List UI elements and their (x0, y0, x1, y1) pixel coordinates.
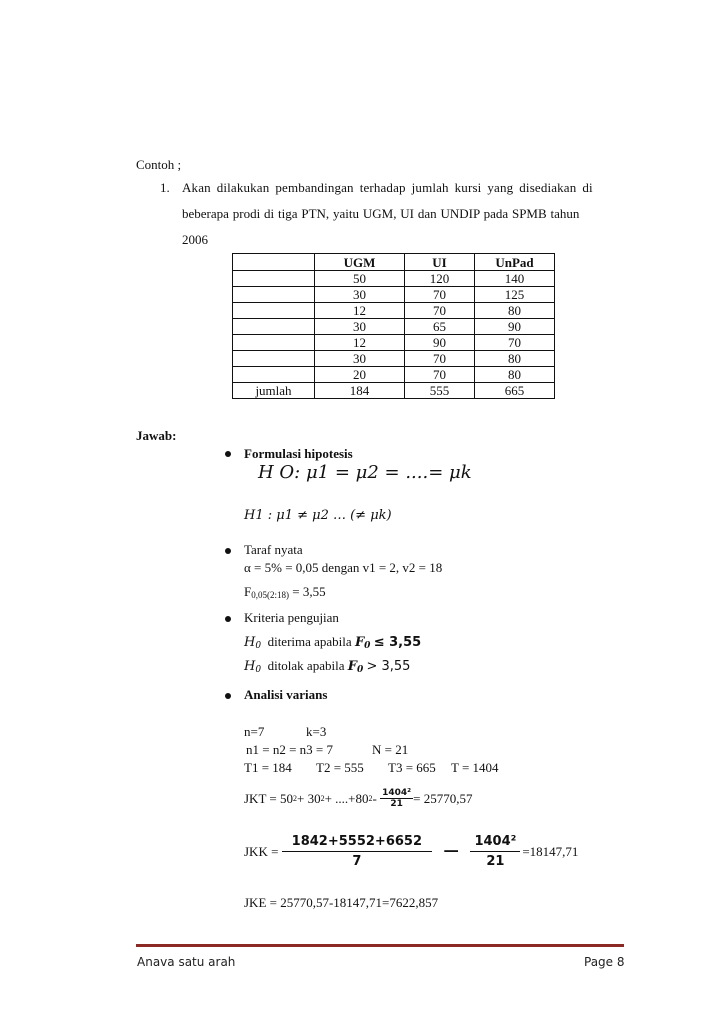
t1-value: T1 = 184 (244, 760, 292, 775)
t3-value: T3 = 665 (388, 760, 436, 775)
table-cell: 80 (475, 303, 555, 319)
h1-hypothesis: H1 : μ1 ≠ μ2 … (≠ μk) (244, 508, 392, 523)
table-row (233, 319, 555, 335)
h0-hypothesis: H O: μ1 = μ2 = ....= μk (258, 462, 472, 483)
footer-title: Anava satu arah (137, 955, 236, 969)
table-cell: 20 (315, 367, 405, 383)
k-value: k=3 (306, 724, 327, 739)
grand-total: T = 1404 (451, 760, 499, 775)
table-cell: 80 (475, 367, 555, 383)
jke-formula: JKE = 25770,57-18147,71=7622,857 (244, 895, 439, 910)
table-header-cell: UnPad (475, 254, 555, 271)
criteria-accept-line: $H_0$ diterima apabila $F_0 \le 3,55$ (244, 634, 422, 651)
table-cell: 90 (475, 319, 555, 335)
bullet-icon (225, 693, 231, 699)
jkt-result: = 25770,57 (413, 790, 473, 806)
alpha-line: α = 5% = 0,05 dengan v1 = 2, v2 = 18 (244, 560, 443, 575)
section-taraf-title: Taraf nyata (244, 542, 303, 557)
table-cell: 70 (475, 335, 555, 351)
table-cell: 80 (475, 351, 555, 367)
table-cell: 65 (405, 319, 475, 335)
jkt-prefix: JKT = 50 (244, 790, 293, 806)
table-header-cell: UI (405, 254, 475, 271)
table-cell: 12 (315, 303, 405, 319)
table-row (233, 287, 555, 303)
section-kriteria-title: Kriteria pengujian (244, 610, 339, 625)
bullet-icon (225, 451, 231, 457)
data-table (232, 253, 555, 399)
f-table-line (244, 584, 326, 600)
jkk-numerator-2: 1404² (470, 834, 520, 852)
criteria-accept-text: diterima apabila (267, 634, 352, 649)
intro-line-1: Akan dilakukan pembandingan terhadap jumlah kursi yang disediakan di (182, 180, 593, 195)
jkk-fraction-2 (470, 834, 520, 869)
table-row (233, 351, 555, 367)
page-number: Page 8 (584, 955, 625, 969)
table-cell: 140 (475, 271, 555, 287)
jkk-denominator-2: 21 (486, 854, 505, 869)
total-n: N = 21 (372, 742, 409, 757)
f-label: F (244, 584, 252, 599)
table-cell: 50 (315, 271, 405, 287)
table-cell (233, 335, 315, 351)
answer-label: Jawab: (136, 428, 177, 443)
item-number: 1. (160, 180, 170, 195)
intro-line-2: beberapa prodi di tiga PTN, yaitu UGM, UI dan UNDIP pada SPMB tahun (182, 206, 580, 221)
jkt-formula: JKT = 50 2 + 30 2 + ....+80 2 - $\frac{\text{1404²}}{21}$ = 25770,57 (244, 788, 473, 809)
jkt-mid-2: + ....+80 (324, 790, 369, 806)
table-cell: 184 (315, 383, 405, 399)
table-cell: 70 (405, 351, 475, 367)
jkt-numerator: 1404² (382, 788, 412, 798)
criteria-reject-text: ditolak apabila (267, 658, 345, 673)
table-cell (233, 319, 315, 335)
intro-line-3: 2006 (182, 232, 208, 247)
f-value: = 3,55 (288, 584, 326, 599)
t2-value: T2 = 555 (316, 760, 364, 775)
table-row (233, 303, 555, 319)
f-subscript: 0,05(2:18) (251, 590, 289, 600)
table-header-cell: UGM (315, 254, 405, 271)
jkk-formula (244, 834, 578, 869)
jkk-numerator-1: 1842+5552+6652 (282, 834, 432, 852)
jkt-denominator: 21 (390, 799, 403, 809)
criteria-reject-condition: > 3,55 (366, 659, 411, 674)
table-cell (233, 271, 315, 287)
jkt-mid-1: + 30 (297, 790, 321, 806)
table-cell: 90 (405, 335, 475, 351)
jkk-minus: − (442, 839, 461, 864)
table-cell: 30 (315, 351, 405, 367)
table-cell: 70 (405, 303, 475, 319)
table-cell: 12 (315, 335, 405, 351)
jkk-result: =18147,71 (522, 843, 579, 859)
table-cell: 30 (315, 319, 405, 335)
table-cell: 125 (475, 287, 555, 303)
table-header-cell (233, 254, 315, 271)
table-cell (233, 351, 315, 367)
jkk-prefix: JKK = (244, 843, 279, 859)
table-cell (233, 287, 315, 303)
footer-divider (136, 944, 624, 947)
table-cell: 665 (475, 383, 555, 399)
n-value: n=7 (244, 724, 265, 739)
bullet-icon (225, 548, 231, 554)
table-cell: 70 (405, 287, 475, 303)
table-cell: jumlah (233, 383, 315, 399)
jkk-denominator-1: 7 (352, 854, 362, 869)
section-analisi-title: Analisi varians (244, 687, 328, 702)
criteria-reject-line: $H_0$ ditolak apabila $F_0 > 3,55$ (244, 658, 411, 675)
group-sizes: n1 = n2 = n3 = 7 (246, 742, 333, 757)
jkk-fraction-1 (282, 834, 432, 869)
table-cell (233, 367, 315, 383)
table-row (233, 335, 555, 351)
table-cell: 555 (405, 383, 475, 399)
criteria-accept-condition: ≤ 3,55 (373, 635, 422, 650)
example-label: Contoh ; (136, 157, 182, 172)
bullet-icon (225, 616, 231, 622)
section-formulasi-title: Formulasi hipotesis (244, 446, 353, 461)
table-cell (233, 303, 315, 319)
table-cell: 120 (405, 271, 475, 287)
table-header-row (233, 254, 555, 271)
table-total-row (233, 383, 555, 399)
table-row (233, 271, 555, 287)
table-cell: 30 (315, 287, 405, 303)
table-cell: 70 (405, 367, 475, 383)
jkt-fraction (380, 788, 413, 809)
jkt-dash: - (372, 790, 377, 806)
table-row (233, 367, 555, 383)
